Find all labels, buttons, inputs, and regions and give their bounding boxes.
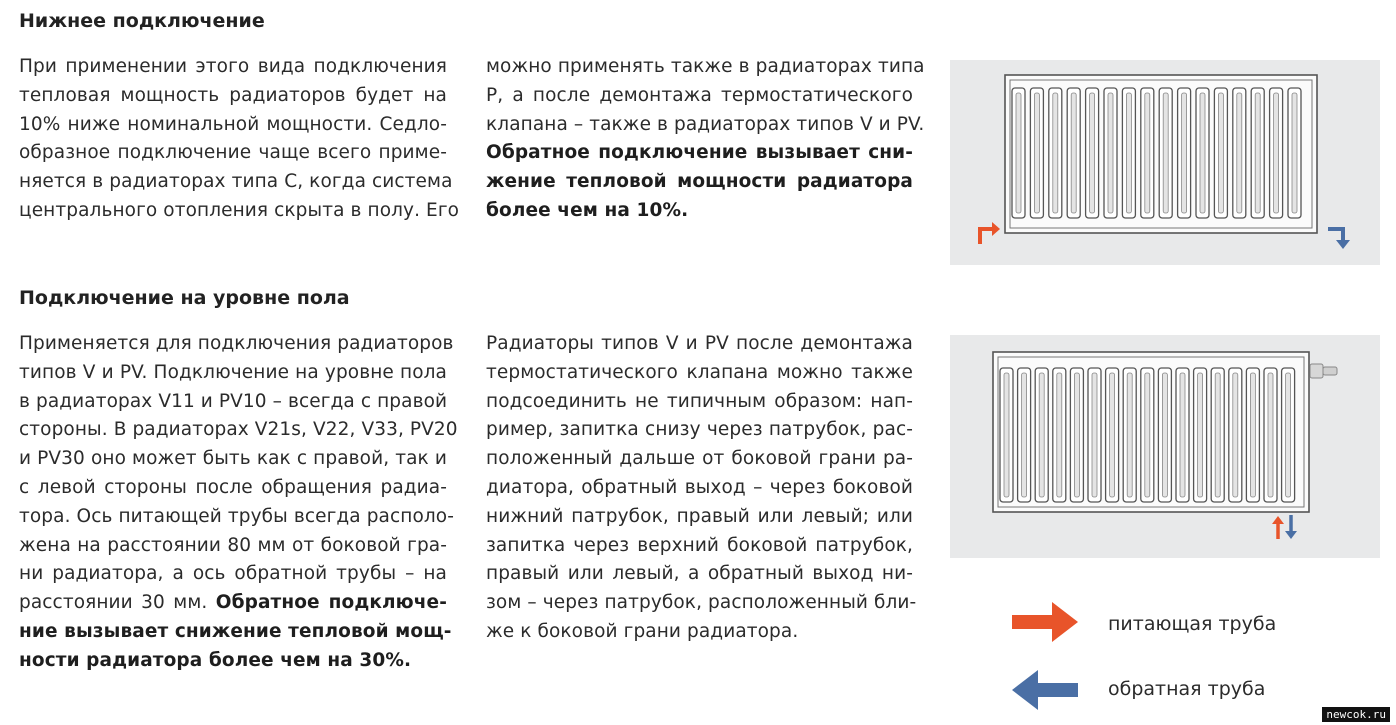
radiator-fin-inner — [1237, 93, 1242, 213]
text-line: с левой стороны после обращения радиа- — [19, 476, 447, 498]
text-line: термостатического клапана можно также — [486, 361, 913, 383]
radiator-fin-inner — [1200, 93, 1205, 213]
text-line: 10% ниже номинальной мощности. Седло- — [19, 113, 447, 135]
supply-arrow-icon — [1272, 516, 1284, 524]
radiator-fin-inner — [1233, 373, 1238, 497]
radiator-fin-inner — [1145, 93, 1150, 213]
return-pipe-legend-label: обратная труба — [1108, 678, 1266, 700]
radiator-fin-inner — [1218, 93, 1223, 213]
thermostatic-valve-icon — [1310, 364, 1337, 378]
text-line: тепловая мощность радиаторов будет на — [19, 84, 447, 106]
radiator-fin-inner — [1071, 93, 1076, 213]
text-line: правый или левый, а обратный выход ни- — [486, 563, 913, 585]
radiator-fin-inner — [1286, 373, 1291, 497]
supply-pipe-legend-label: питающая труба — [1108, 613, 1277, 635]
text-line: ни радиатора, а ось обратной трубы – на — [19, 563, 447, 585]
bold-text-line: ности радиатора более чем на 30%. — [19, 649, 412, 671]
text-line: Р, а после демонтажа термостатического — [486, 84, 913, 106]
text-line: При применении этого вида подключения — [19, 56, 447, 77]
text-line: клапана – также в радиаторах типов V и PV. — [486, 113, 925, 135]
radiator-diagram-bottom-connection — [950, 60, 1380, 265]
radiator-fin-inner — [1057, 373, 1062, 497]
radiator-fin-inner — [1162, 373, 1167, 497]
radiator-illustration — [950, 60, 1380, 265]
radiator-fins — [1000, 368, 1295, 502]
bold-text-line: Обратное подключение вызывает сни- — [486, 142, 913, 164]
radiator-fin-inner — [1090, 93, 1095, 213]
text-line: диатора, обратный выход – через боковой — [486, 476, 913, 498]
section-title-floor-level-connection: Подключение на уровне пола — [19, 287, 350, 309]
text-line: центрального отопления скрыта в полу. Его — [19, 199, 460, 221]
radiator-fin-inner — [1108, 93, 1113, 213]
return-pipe-legend-icon — [1010, 668, 1080, 712]
bold-text-line: жение тепловой мощности радиатора — [486, 171, 913, 193]
text-line: нижний патрубок, правый или левый; или — [486, 505, 913, 527]
radiator-fin-inner — [1126, 93, 1131, 213]
radiator-fin-inner — [1039, 373, 1044, 497]
text-line: можно применять также в радиаторах типа — [486, 56, 925, 77]
text-line: Применяется для подключения радиаторов — [19, 333, 454, 354]
radiator-fin-inner — [1215, 373, 1220, 497]
text-line: зом – через патрубок, расположенный бли- — [486, 592, 917, 614]
radiator-fin-inner — [1092, 373, 1097, 497]
radiator-fin-inner — [1292, 93, 1297, 213]
radiator-fin-inner — [1127, 373, 1132, 497]
bold-text-line: ние вызывает снижение тепловой мощ- — [19, 620, 452, 642]
radiator-fin-inner — [1198, 373, 1203, 497]
text-line: няется в радиаторах типа С, когда система — [19, 171, 453, 193]
supply-pipe-icon — [980, 229, 992, 244]
radiator-fin-inner — [1274, 93, 1279, 213]
radiator-fin-inner — [1034, 93, 1039, 213]
supply-arrow-icon — [992, 222, 1000, 236]
return-arrow-icon — [1336, 240, 1350, 249]
radiator-fin-inner — [1145, 373, 1150, 497]
return-arrow-icon — [1285, 531, 1297, 539]
radiator-fin-inner — [1250, 373, 1255, 497]
section2-left-column — [19, 330, 458, 676]
radiator-fin-inner — [1182, 93, 1187, 213]
radiator-fin-inner — [1110, 373, 1115, 497]
text-line: образное подключение чаще всего приме- — [19, 142, 447, 164]
radiator-fin-inner — [1016, 93, 1021, 213]
text-line: ример, запитка снизу через патрубок, рас- — [486, 419, 913, 441]
text-line: в радиаторах V11 и PV10 – всегда с правой — [19, 390, 448, 412]
radiator-fin-inner — [1004, 373, 1009, 497]
radiator-fin-inner — [1255, 93, 1260, 213]
supply-pipe-legend-icon — [1010, 600, 1080, 644]
text-line: жена на расстоянии 80 мм от боковой гра- — [19, 534, 447, 556]
text-line: подсоединить не типичным образом: нап- — [486, 390, 913, 412]
section-title-bottom-connection: Нижнее подключение — [19, 10, 265, 32]
text-line: Радиаторы типов V и PV после демонтажа — [486, 333, 913, 354]
mixed-text-line: расстоянии 30 мм. Обратное подключе- — [19, 592, 447, 614]
section1-left-column — [19, 53, 460, 226]
radiator-diagram-floor-level — [950, 335, 1380, 558]
radiator-fin-inner — [1022, 373, 1027, 497]
bold-text-line: более чем на 10%. — [486, 199, 689, 221]
section1-right-column — [486, 53, 925, 226]
return-pipe-icon — [1328, 229, 1343, 240]
watermark: newcok.ru — [1322, 707, 1390, 722]
text-line: запитка через верхний боковой патрубок, — [486, 534, 913, 556]
radiator-fin-inner — [1163, 93, 1168, 213]
text-line: же к боковой грани радиатора. — [486, 620, 799, 642]
text-line: стороны. В радиаторах V21s, V22, V33, PV20 — [19, 419, 458, 441]
radiator-fin-inner — [1053, 93, 1058, 213]
radiator-fin-inner — [1180, 373, 1185, 497]
radiator-fin-inner — [1074, 373, 1079, 497]
text-line: тора. Ось питающей трубы всегда располо- — [19, 505, 455, 527]
radiator-illustration — [950, 335, 1380, 558]
text-line: и PV30 оно может быть как с правой, так и — [19, 448, 447, 470]
radiator-fin-inner — [1268, 373, 1273, 497]
section2-right-column — [486, 330, 917, 647]
text-line: типов V и PV. Подключение на уровне пола — [19, 361, 447, 383]
text-line: положенный дальше от боковой грани ра- — [486, 448, 913, 470]
